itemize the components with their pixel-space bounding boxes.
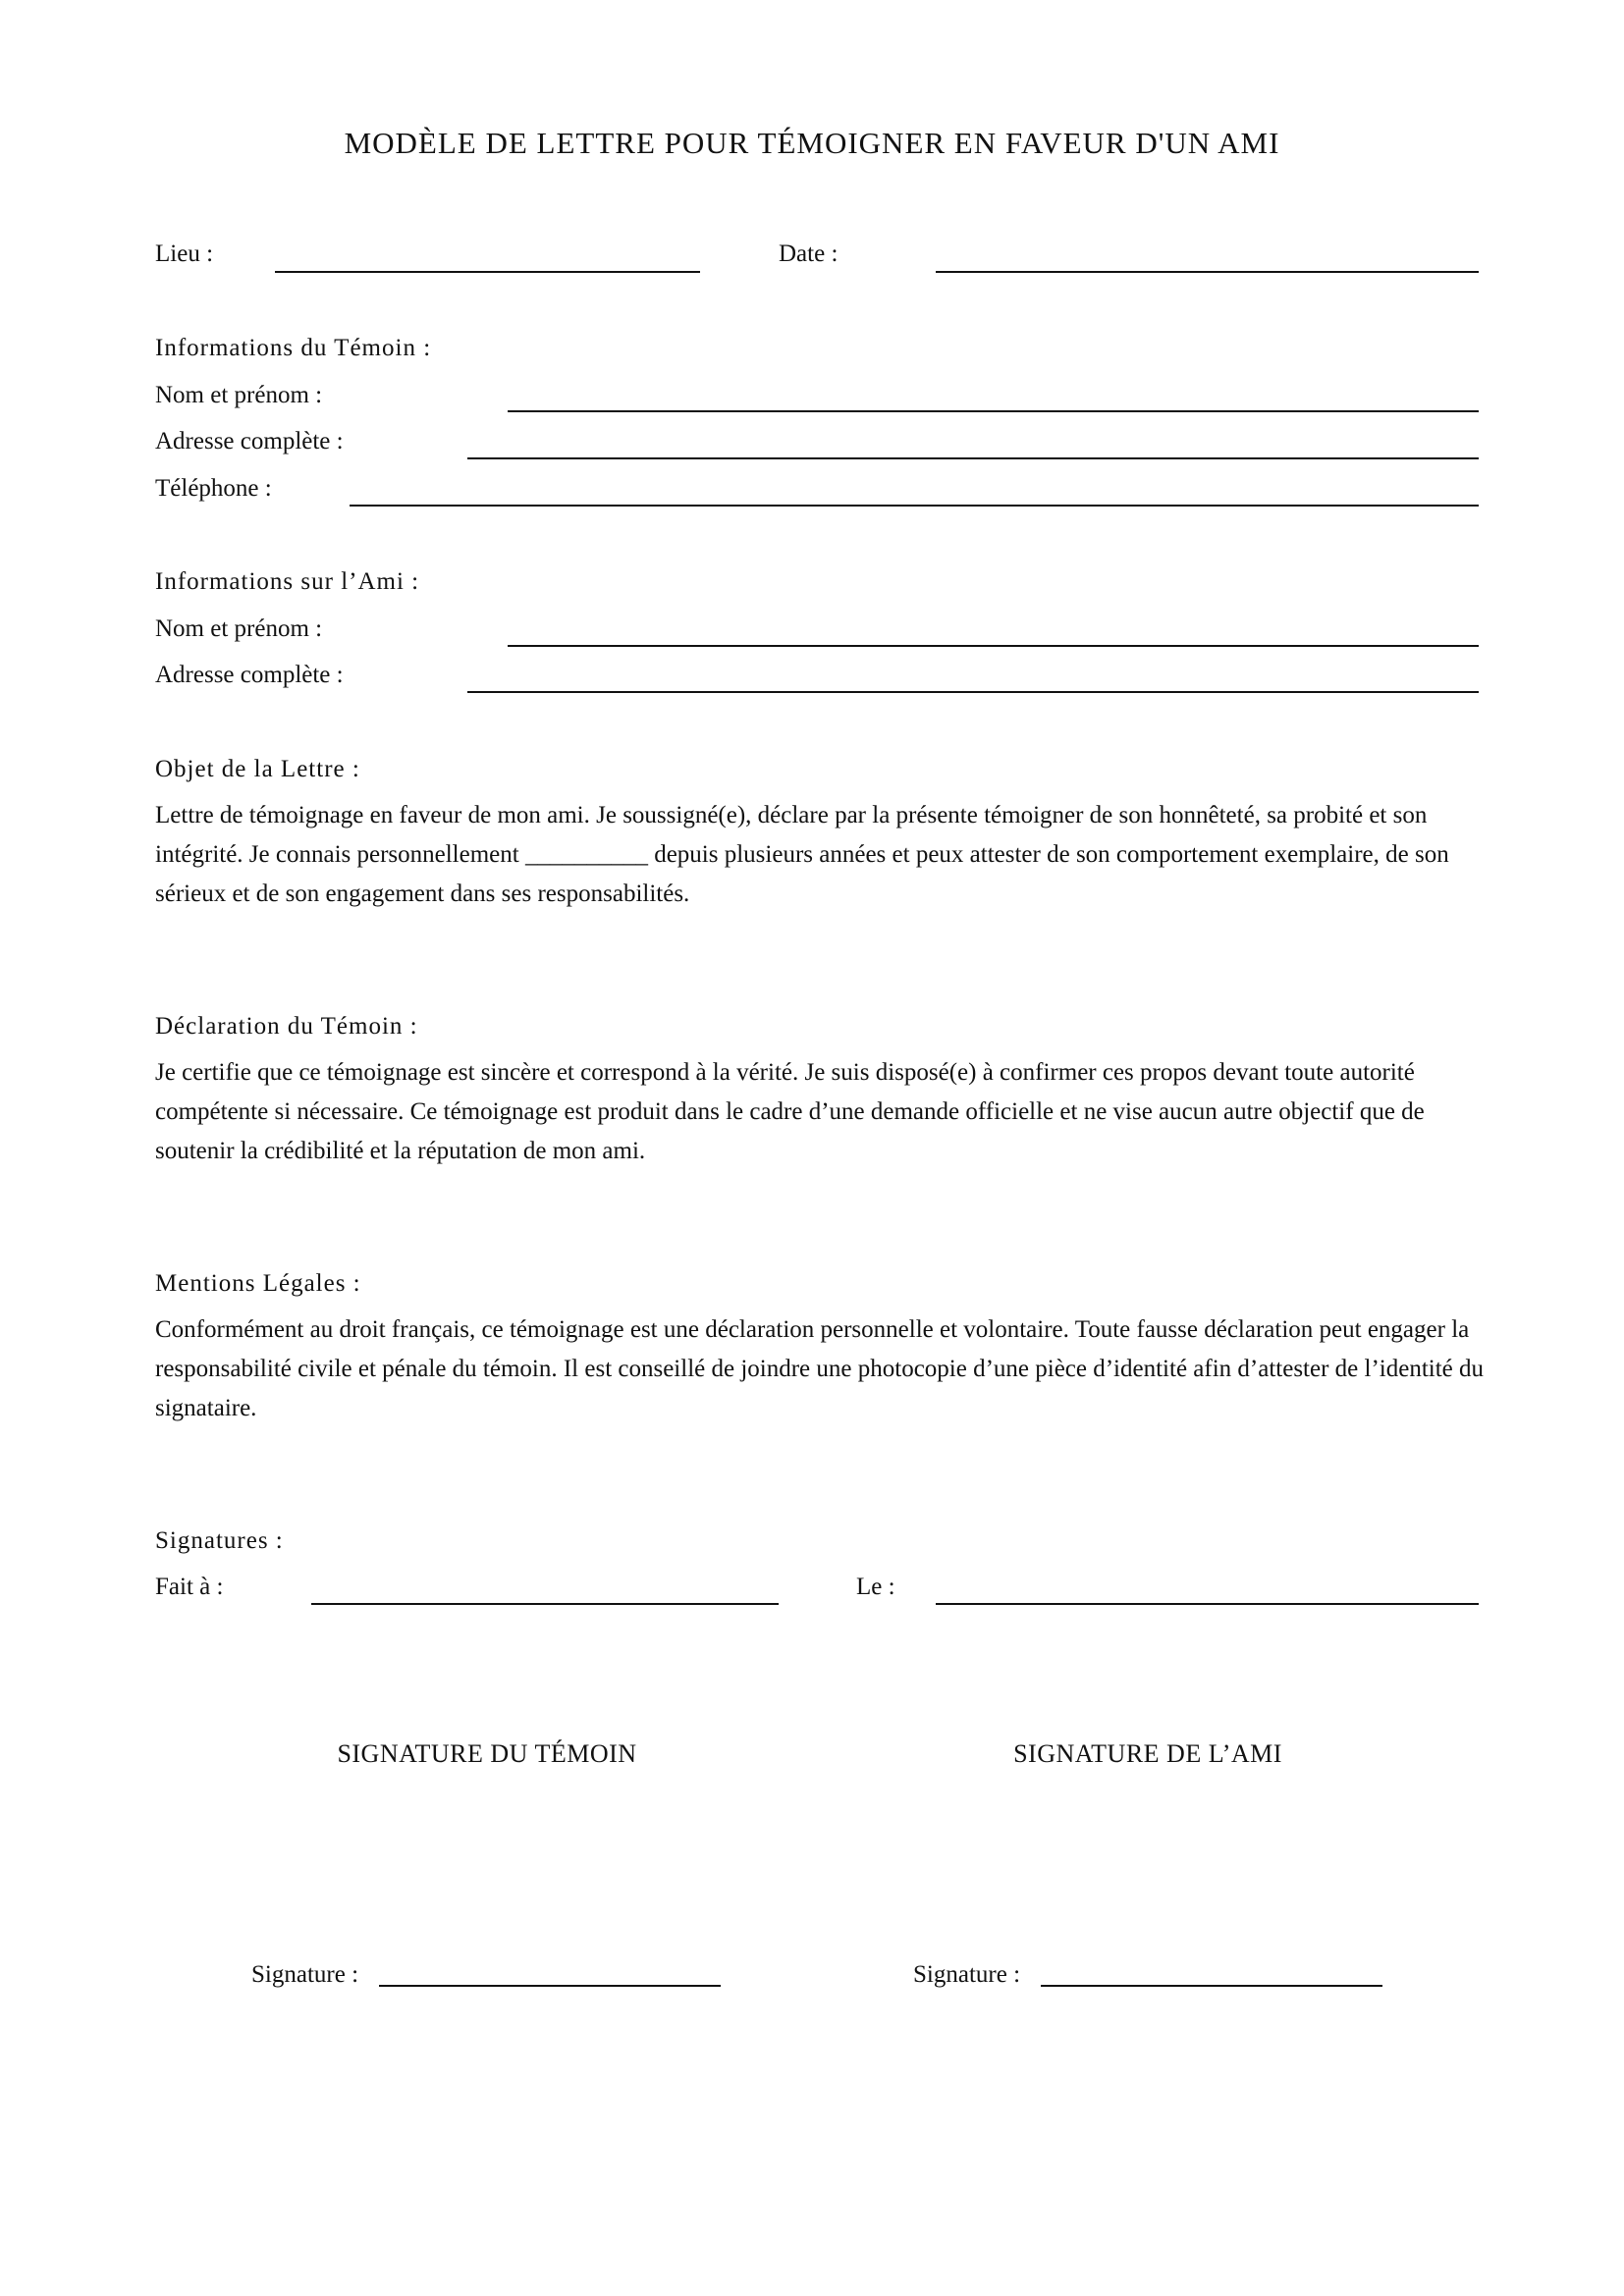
friend-name-field[interactable] <box>508 645 1479 647</box>
friend-signature-label: Signature : <box>913 1961 1021 1988</box>
witness-address-label: Adresse complète : <box>155 428 344 454</box>
witness-name-field[interactable] <box>508 410 1479 412</box>
friend-address-label: Adresse complète : <box>155 662 344 688</box>
friend-signature-line <box>913 1961 1020 1989</box>
date-label: Date : <box>779 240 839 267</box>
fait-field[interactable] <box>311 1603 779 1605</box>
witness-address-field[interactable] <box>467 457 1479 459</box>
document-title: MODÈLE DE LETTRE POUR TÉMOIGNER EN FAVEUR D'UN AMI <box>344 126 1280 160</box>
friend-signature-field[interactable] <box>1041 1985 1382 1987</box>
declaration-heading: Déclaration du Témoin : <box>155 1013 418 1040</box>
legal-paragraph: Conformément au droit français, ce témoignage est une déclaration personnelle et volontaire. Toute fausse déclaration peut engager la responsabilité civile et pénale du témoin. Il est conseillé de joindre une photocopie d’une pièce d’identité afin d’attester de l’identité du signataire. <box>155 1316 1485 1421</box>
date-field[interactable] <box>936 271 1479 273</box>
friend-name-label: Nom et prénom : <box>155 615 323 642</box>
object-paragraph: Lettre de témoignage en faveur de mon ami. Je soussigné(e), déclare par la présente témoigner de son honnêteté, sa probité et son intégrité. Je connais personnellement __________ depuis plusieurs années et peux attester de son comportement exemplaire, de son sérieux et de son engagement dans ses responsabilités. <box>155 802 1449 907</box>
le-label: Le : <box>856 1574 895 1600</box>
legal-heading: Mentions Légales : <box>155 1270 361 1297</box>
witness-phone-label: Téléphone : <box>155 475 272 502</box>
le-field[interactable] <box>936 1603 1479 1605</box>
witness-signature-field[interactable] <box>379 1985 721 1987</box>
witness-info-heading: Informations du Témoin : <box>155 335 432 361</box>
friend-address-field[interactable] <box>467 691 1479 693</box>
witness-phone-field[interactable] <box>350 505 1479 507</box>
witness-signature-title: SIGNATURE DU TÉMOIN <box>337 1739 637 1768</box>
lieu-label: Lieu : <box>155 240 214 267</box>
signatures-heading: Signatures : <box>155 1527 284 1554</box>
fait-label: Fait à : <box>155 1574 224 1600</box>
object-heading: Objet de la Lettre : <box>155 756 360 782</box>
declaration-paragraph: Je certifie que ce témoignage est sincère et correspond à la vérité. Je suis disposé(e) à confirmer ces propos devant toute autorité compétente si nécessaire. Ce témoignage est produit dans le cadre d’une demande officielle et ne vise aucun autre objectif que de soutenir la crédibilité et la réputation de mon ami. <box>155 1059 1425 1164</box>
friend-info-heading: Informations sur l’Ami : <box>155 568 420 595</box>
witness-signature-line <box>251 1961 358 1989</box>
witness-name-label: Nom et prénom : <box>155 382 323 408</box>
witness-signature-label: Signature : <box>251 1961 359 1988</box>
friend-signature-title: SIGNATURE DE L’AMI <box>1013 1739 1282 1768</box>
lieu-field[interactable] <box>275 271 700 273</box>
